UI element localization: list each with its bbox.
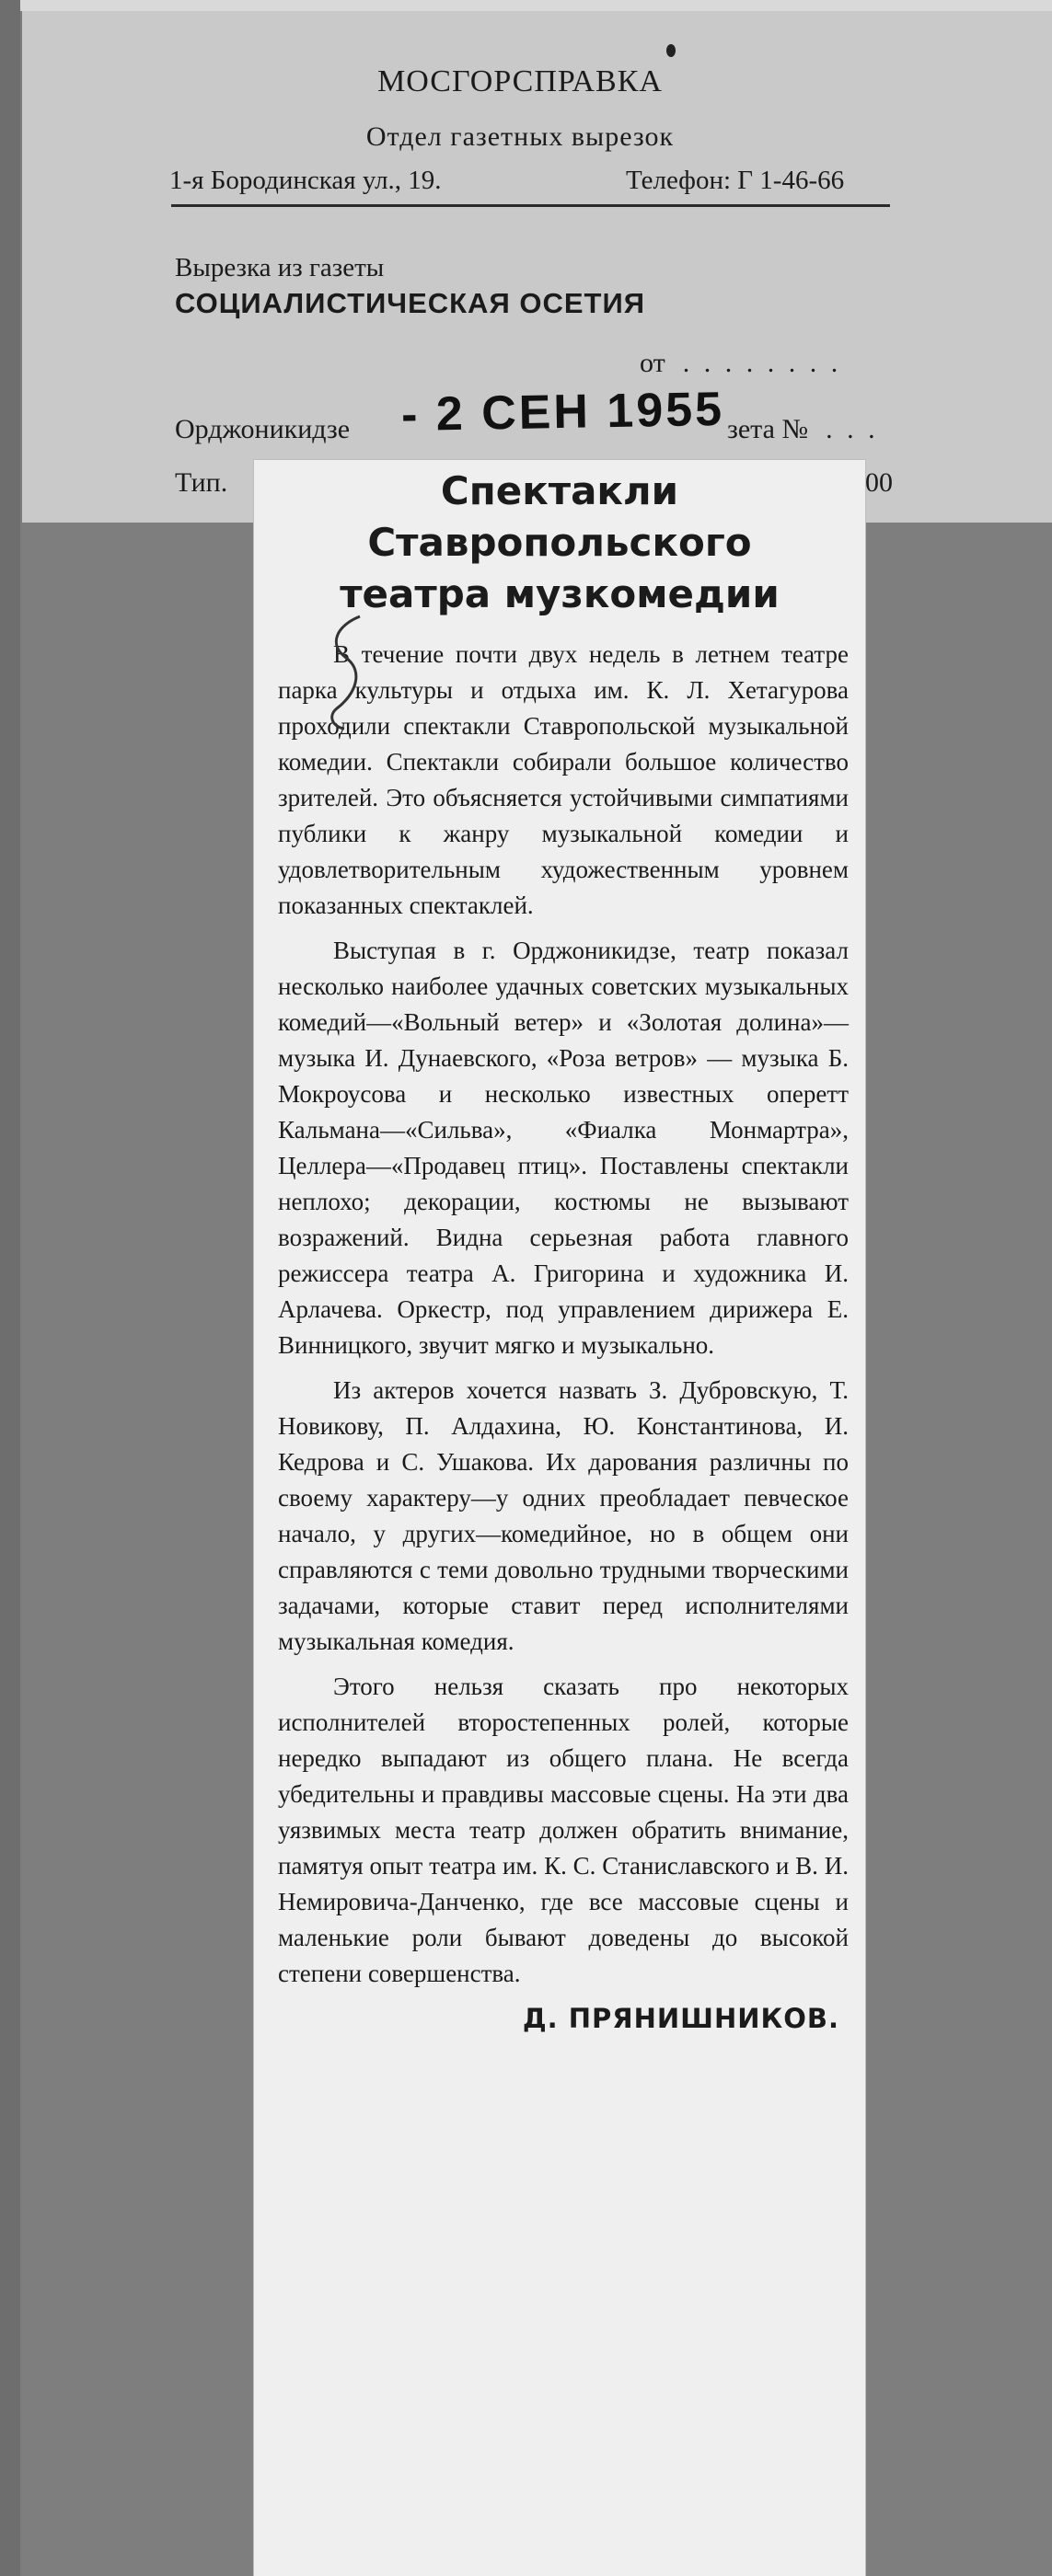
scan-top-edge bbox=[0, 0, 1052, 11]
issue-field bbox=[727, 414, 879, 445]
from-dots: . . . . . . . . bbox=[672, 348, 842, 378]
phone: Телефон: Г 1-46-66 bbox=[626, 166, 845, 195]
headline-line: театра музкомедии bbox=[340, 571, 780, 616]
clip-from-label: Вырезка из газеты bbox=[175, 253, 385, 282]
header-trailing-number: 00 bbox=[865, 467, 893, 498]
scan-left-edge bbox=[0, 0, 20, 2576]
issue-dots: . . . bbox=[815, 414, 879, 444]
issue-label: зета № bbox=[727, 414, 809, 444]
pen-mark-icon bbox=[318, 607, 374, 736]
address: 1-я Бородинская ул., 19. bbox=[169, 166, 442, 195]
headline-line: Ставропольского bbox=[367, 520, 752, 565]
article-paragraph: В течение почти двух недель в летнем театре парка культуры и отдыха им. К. Л. Хетагурова проходили спектакли Ставропольской музыкальной комедии. Спектакли собирали большое количество зрителей. Это объясняется устойчивыми симпатиями публики к жанру музыкальной комедии и удовлетворительным художественным уровнем показанных спектаклей. bbox=[278, 640, 849, 919]
department-name: Отдел газетных вырезок bbox=[365, 121, 675, 152]
printing-label: Тип. bbox=[175, 467, 228, 498]
article-paragraph: Этого нельзя сказать про некоторых исполнителей второстепенных ролей, которые нередко выпадают из общего плана. Не всегда убедительны и правдивы массовые сцены. На эти два уязвимых места театр должен обратить внимание, памятуя опыт театра им. К. С. Станиславского и В. И. Немировича-Данченко, где все массовые сцены и маленькие роли бывают доведены до высокой степени совершенства. bbox=[278, 1673, 849, 1987]
ink-dot bbox=[666, 44, 676, 57]
from-label: от bbox=[640, 348, 665, 378]
article-body bbox=[254, 637, 865, 2037]
newspaper-clipping bbox=[254, 460, 865, 2576]
from-field bbox=[640, 348, 841, 379]
article-paragraph: Из актеров хочется назвать З. Дубровскую, Т. Новикову, П. Алдахина, Ю. Константинова, И. Кедрова и С. Ушакова. Их дарования различны по своему характеру—у одних преобладает певческое начало, у других—комедийное, но в общем они справляются с теми довольно трудными творческими задачами, которые ставит перед исполнителями музыкальная комедия. bbox=[278, 1376, 849, 1655]
article-headline bbox=[254, 466, 865, 620]
org-name: МОСГОРСПРАВКА bbox=[377, 64, 663, 98]
city-label: Орджоникидзе bbox=[175, 414, 351, 444]
article-author: Д. ПРЯНИШНИКОВ. bbox=[522, 2003, 839, 2034]
header-rule bbox=[171, 204, 890, 207]
article-paragraph: Выступая в г. Орджоникидзе, театр показал несколько наиболее удачных советских музыкальных комедий—«Вольный ветер» и «Золотая долина»—музыка И. Дунаевского, «Роза ветров» — музыка Б. Мокроусова и несколько известных оперетт Кальмана—«Сильва», «Фиалка Монмартра», Целлера—«Продавец птиц». Поставлены спектакли неплохо; декорации, костюмы не вызывают возражений. Видна серьезная работа главного режиссера театра А. Григорина и художника И. Арлачева. Оркестр, под управлением дирижера Е. Винницкого, звучит мягко и музыкально. bbox=[278, 937, 849, 1359]
date-stamp: - 2 СЕН 1955 bbox=[400, 382, 725, 443]
headline-line: Спектакли bbox=[440, 468, 679, 513]
newspaper-name: СОЦИАЛИСТИЧЕСКАЯ ОСЕТИЯ bbox=[175, 287, 646, 319]
